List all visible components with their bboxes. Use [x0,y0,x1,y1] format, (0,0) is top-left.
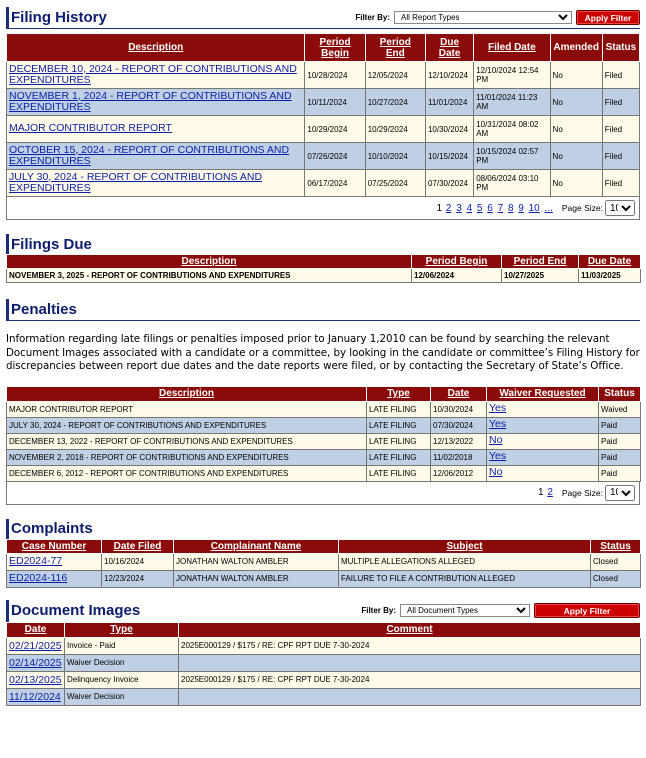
table-row [7,269,641,283]
document-comment: 2025E000129 / $175 / RE: CPF RPT DUE 7-30-2024 [179,637,641,654]
waiver-requested-cell [487,433,599,449]
penalty-date: 12/13/2022 [431,433,487,449]
penalty-type: LATE FILING [367,417,431,433]
status: Filed [602,143,639,170]
filing-history-section [6,7,640,220]
col-status[interactable]: Status [591,539,641,553]
filing-description-link[interactable]: MAJOR CONTRIBUTOR REPORT [9,122,172,135]
page-link[interactable]: 9 [518,202,524,214]
col-filed-date[interactable]: Filed Date [474,34,550,62]
document-date-link[interactable]: 02/14/2025 [9,656,62,669]
filing-description-link[interactable]: JULY 30, 2024 - REPORT OF CONTRIBUTIONS AND EXPENDITURES [9,170,263,194]
period-end: 12/05/2024 [365,62,425,89]
penalty-type: LATE FILING [367,449,431,465]
col-case-number[interactable]: Case Number [7,539,102,553]
table-row [7,401,641,417]
col-date[interactable]: Date [7,622,65,637]
penalty-type: LATE FILING [367,433,431,449]
filed-date: 10/31/2024 08:02 AM [474,116,550,143]
document-date-cell [7,688,65,705]
document-images-title: Document Images [11,602,141,619]
col-due-date[interactable]: Due Date [579,255,641,269]
penalties-info-text: Information regarding late filings or penalties imposed prior to January 1,2010 can be found by searching the relevant Document Images associated with a candidate or a committee, by looking in the candidate or committee’s Filing History for discrepancies between report due dates and the date reports were filed, or by contacting the Secretary of State’s Office. [6,333,640,372]
col-subject[interactable]: Subject [339,539,591,553]
pagination [437,203,554,214]
status: Filed [602,170,639,197]
document-date-cell [7,637,65,654]
filing-description-cell [7,62,305,89]
filing-description-link[interactable]: NOVEMBER 1, 2024 - REPORT OF CONTRIBUTIONS AND EXPENDITURES [9,89,292,113]
page-link[interactable]: 10 [528,202,540,214]
col-comment[interactable]: Comment [179,622,641,637]
waiver-requested-link[interactable]: Yes [489,418,507,431]
filed-date: 12/10/2024 12:54 PM [474,62,550,89]
status: Closed [591,553,641,570]
document-type-select[interactable] [400,604,530,617]
page-current: 1 [436,202,443,214]
amended: No [550,170,602,197]
document-date-cell [7,654,65,671]
table-row [7,570,641,587]
waiver-requested-cell [487,417,599,433]
penalty-description: DECEMBER 6, 2012 - REPORT OF CONTRIBUTIONS AND EXPENDITURES [7,465,367,481]
amended: No [550,116,602,143]
complaints-header [6,519,640,539]
waiver-requested-cell [487,449,599,465]
status: Closed [591,570,641,587]
document-type: Waiver Decision [65,688,179,705]
complainant-name: JONATHAN WALTON AMBLER [174,553,339,570]
due-date: 07/30/2024 [425,170,473,197]
col-type[interactable]: Type [65,622,179,637]
document-comment [179,688,641,705]
penalties-header [6,299,640,321]
penalty-status: Paid [599,465,641,481]
subject: FAILURE TO FILE A CONTRIBUTION ALLEGED [339,570,591,587]
filing-history-pager-row [6,197,640,220]
col-amended[interactable]: Amended [550,34,602,62]
period-end: 10/29/2024 [365,116,425,143]
penalty-status: Waived [599,401,641,417]
col-date[interactable]: Date [431,386,487,401]
due-date: 12/10/2024 [425,62,473,89]
page-link[interactable]: 3 [456,202,462,214]
penalty-description: MAJOR CONTRIBUTOR REPORT [7,401,367,417]
page-link[interactable]: 6 [487,202,493,214]
filter-label: Filter By: [361,606,396,615]
penalty-description: DECEMBER 13, 2022 - REPORT OF CONTRIBUTIONS AND EXPENDITURES [7,433,367,449]
penalty-date: 11/02/2018 [431,449,487,465]
filing-description-cell [7,116,305,143]
status: Filed [602,62,639,89]
filter-label: Filter By: [355,13,390,22]
penalties-pager-row [6,482,640,505]
filings-due-section [6,234,640,283]
amended: No [550,89,602,116]
waiver-requested-link[interactable]: No [489,466,503,479]
page-link[interactable]: 4 [466,202,473,214]
penalties-table [6,386,641,482]
col-description[interactable]: Description [7,34,305,62]
subject: MULTIPLE ALLEGATIONS ALLEGED [339,553,591,570]
table-row [7,553,641,570]
filings-due-title: Filings Due [11,235,92,253]
penalty-status: Paid [599,417,641,433]
due-date: 10/30/2024 [425,116,473,143]
col-due-date[interactable]: Due Date [425,34,473,62]
period-begin: 07/26/2024 [305,143,365,170]
col-complainant[interactable]: Complainant Name [174,539,339,553]
due-date: 11/03/2025 [579,269,641,283]
penalty-status: Paid [599,433,641,449]
filing-description-cell [7,89,305,116]
waiver-requested-cell [487,401,599,417]
document-type: Waiver Decision [65,654,179,671]
col-period-end[interactable]: Period End [365,34,425,62]
filed-date: 11/01/2024 11:23 AM [474,89,550,116]
table-row [7,89,640,116]
period-begin: 10/11/2024 [305,89,365,116]
page-size-select[interactable] [605,485,635,501]
due-begin: 12/06/2024 [412,269,502,283]
due-date: 11/01/2024 [425,89,473,116]
due-end: 10/27/2025 [502,269,579,283]
case-number-cell [7,570,102,587]
apply-filter-button[interactable]: Apply Filter [534,603,640,618]
page-size-select[interactable] [605,200,635,216]
penalty-description: NOVEMBER 2, 2018 - REPORT OF CONTRIBUTIONS AND EXPENDITURES [7,449,367,465]
apply-filter-button[interactable]: Apply Filter [576,10,640,25]
amended: No [550,62,602,89]
filing-description-cell [7,143,305,170]
complaints-title: Complaints [11,520,93,537]
table-row [7,170,640,197]
col-type[interactable]: Type [367,386,431,401]
report-type-select[interactable] [394,11,572,24]
table-row [7,688,641,705]
col-period-end[interactable]: Period End [502,255,579,269]
page-link[interactable]: 5 [476,202,483,214]
penalties-title: Penalties [11,301,77,318]
complaints-section [6,519,640,588]
col-description[interactable]: Description [7,386,367,401]
status: Filed [602,116,639,143]
document-type: Invoice - Paid [65,637,179,654]
penalties-section [6,299,640,505]
page-size-label: Page Size: [561,203,603,213]
page-link[interactable]: 7 [497,202,504,214]
date-filed: 10/16/2024 [102,553,174,570]
penalty-type: LATE FILING [367,465,431,481]
page-size [562,485,635,501]
period-end: 10/27/2024 [365,89,425,116]
amended: No [550,143,602,170]
filed-date: 08/06/2024 03:10 PM [474,170,550,197]
page-size [562,200,635,216]
filing-description-cell [7,170,305,197]
document-date-link[interactable]: 02/21/2025 [9,639,62,652]
case-number-link[interactable]: ED2024-116 [9,571,68,584]
table-row [7,465,641,481]
col-status[interactable]: Status [602,34,639,62]
document-date-link[interactable]: 11/12/2024 [9,690,61,703]
period-end: 07/25/2024 [365,170,425,197]
penalty-status: Paid [599,449,641,465]
penalty-date: 10/30/2024 [431,401,487,417]
status: Filed [602,89,639,116]
period-begin: 06/17/2024 [305,170,365,197]
filings-due-table [6,254,641,283]
filing-description-link[interactable]: DECEMBER 10, 2024 - REPORT OF CONTRIBUTIONS AND EXPENDITURES [9,62,297,86]
document-date-link[interactable]: 02/13/2025 [9,673,62,686]
col-waiver[interactable]: Waiver Requested [487,386,599,401]
waiver-requested-cell [487,465,599,481]
waiver-requested-link[interactable]: No [489,434,503,447]
period-end: 10/10/2024 [365,143,425,170]
document-images-table [6,622,641,706]
document-images-filter [361,603,640,618]
table-row [7,637,641,654]
document-type: Delinquency Invoice [65,671,179,688]
penalty-description: JULY 30, 2024 - REPORT OF CONTRIBUTIONS AND EXPENDITURES [7,417,367,433]
waiver-requested-link[interactable]: Yes [489,402,507,415]
col-period-begin[interactable]: Period Begin [305,34,365,62]
table-row [7,449,641,465]
filing-history-header [6,7,640,29]
table-row [7,654,641,671]
table-row [7,143,640,170]
case-number-cell [7,553,102,570]
page-link[interactable]: ... [544,202,553,214]
period-begin: 10/29/2024 [305,116,365,143]
table-row [7,671,641,688]
penalty-date: 07/30/2024 [431,417,487,433]
document-date-cell [7,671,65,688]
page-link[interactable]: 2 [445,202,452,214]
penalty-date: 12/06/2012 [431,465,487,481]
filed-date: 10/15/2024 02:57 PM [474,143,550,170]
col-period-begin[interactable]: Period Begin [412,255,502,269]
case-number-link[interactable]: ED2024-77 [9,554,63,567]
table-row [7,116,640,143]
table-row [7,62,640,89]
filing-description-link[interactable]: OCTOBER 15, 2024 - REPORT OF CONTRIBUTIONS AND EXPENDITURES [9,143,290,167]
complainant-name: JONATHAN WALTON AMBLER [174,570,339,587]
table-row [7,433,641,449]
date-filed: 12/23/2024 [102,570,174,587]
filing-history-table [6,33,640,197]
complaints-table [6,539,641,588]
page-link[interactable]: 8 [507,202,514,214]
table-row [7,417,641,433]
col-description[interactable]: Description [7,255,412,269]
due-description: NOVEMBER 3, 2025 - REPORT OF CONTRIBUTIONS AND EXPENDITURES [7,269,412,283]
document-images-section [6,600,640,706]
document-images-header [6,600,640,622]
document-comment: 2025E000129 / $175 / RE: CPF RPT DUE 7-30-2024 [179,671,641,688]
filing-history-title: Filing History [11,9,107,26]
period-begin: 10/28/2024 [305,62,365,89]
page-size-label: Page Size: [561,487,603,498]
filing-history-filter [355,10,640,25]
pagination [538,487,554,498]
page-current: 1 [537,487,544,498]
col-status[interactable]: Status [599,386,641,401]
waiver-requested-link[interactable]: Yes [489,450,507,463]
document-comment [179,654,641,671]
due-date: 10/15/2024 [425,143,473,170]
page-link[interactable]: 2 [547,487,553,498]
col-date-filed[interactable]: Date Filed [102,539,174,553]
penalty-type: LATE FILING [367,401,431,417]
filings-due-header [6,234,640,254]
